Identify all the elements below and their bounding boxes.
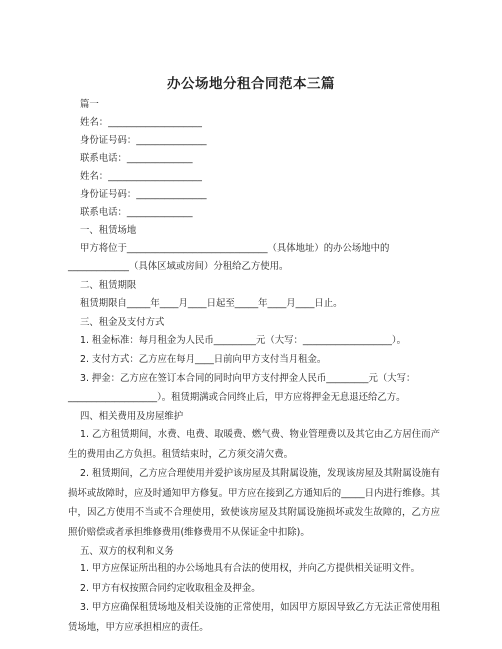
section-1-line: 甲方将位于______________________________（具体地址）的办公场地中的 [80,243,390,254]
party-b-name: 姓名：____________________ [80,171,202,182]
section-3-item: ___________________）。租赁期满或合同终止后，甲方应将押金无息退还给乙方。 [68,392,406,403]
section-3-heading: 三、租金及支付方式 [80,317,165,328]
section-3-item: 2. 支付方式：乙方应在每月____日前向甲方支付当月租金。 [80,354,327,365]
party-a-name: 姓名：____________________ [80,117,202,128]
party-a-phone: 联系电话：______________ [80,153,193,164]
section-4-body [68,425,440,543]
article-label: 篇一 [80,99,99,110]
section-4-item: 2. 租赁期间，乙方应合理使用并爱护该房屋及其附属设施，发现该房屋及其附属设施有损坏或故障时，应及时通知甲方修复。甲方应在接到乙方通知后的_____日内进行维修。其中，因乙方使用不当或不合理使用，致使该房屋及其附属设施损坏或发生故障的，乙方应照价赔偿或者承担维修费用(维修费用不从保证金中扣除)。 [68,468,440,538]
section-2-line: 租赁期限自_____年____月____日起至_____年____月____日止。 [80,298,343,309]
section-5-body [68,559,440,637]
section-5-item: 1. 甲方应保证所出租的办公场地具有合法的使用权，并向乙方提供相关证明文件。 [80,563,421,574]
section-5-item: 3. 甲方应确保租赁场地及相关设施的正常使用，如因甲方原因导致乙方无法正常使用租赁场地，甲方应承担相应的责任。 [68,602,440,633]
section-1-line: _____________（具体区域或房间）分租给乙方使用。 [68,261,289,272]
section-5-heading: 五、双方的权利和义务 [80,546,174,557]
party-a-id: 身份证号码：_______________ [80,135,207,146]
party-b-id: 身份证号码：_______________ [80,189,207,200]
section-3-item: 1. 租金标准：每月租金为人民币_________元（大写：___________________）。 [80,335,406,346]
document-title: 办公场地分租合同范本三篇 [167,76,335,92]
section-5-item: 2. 甲方有权按照合同约定收取租金及押金。 [80,582,261,594]
section-1-heading: 一、租赁场地 [80,225,137,236]
party-b-phone: 联系电话：______________ [80,207,193,218]
section-3-item: 3. 押金：乙方应在签订本合同的同时向甲方支付押金人民币_________元（大写： [80,373,416,384]
section-4-heading: 四、相关费用及房屋维护 [80,411,184,422]
section-2-heading: 二、租赁期限 [80,280,137,291]
section-4-item: 1. 乙方租赁期间，水费、电费、取暖费、燃气费、物业管理费以及其它由乙方居住而产生的费用由乙方负担。租赁结束时，乙方须交清欠费。 [68,429,440,460]
